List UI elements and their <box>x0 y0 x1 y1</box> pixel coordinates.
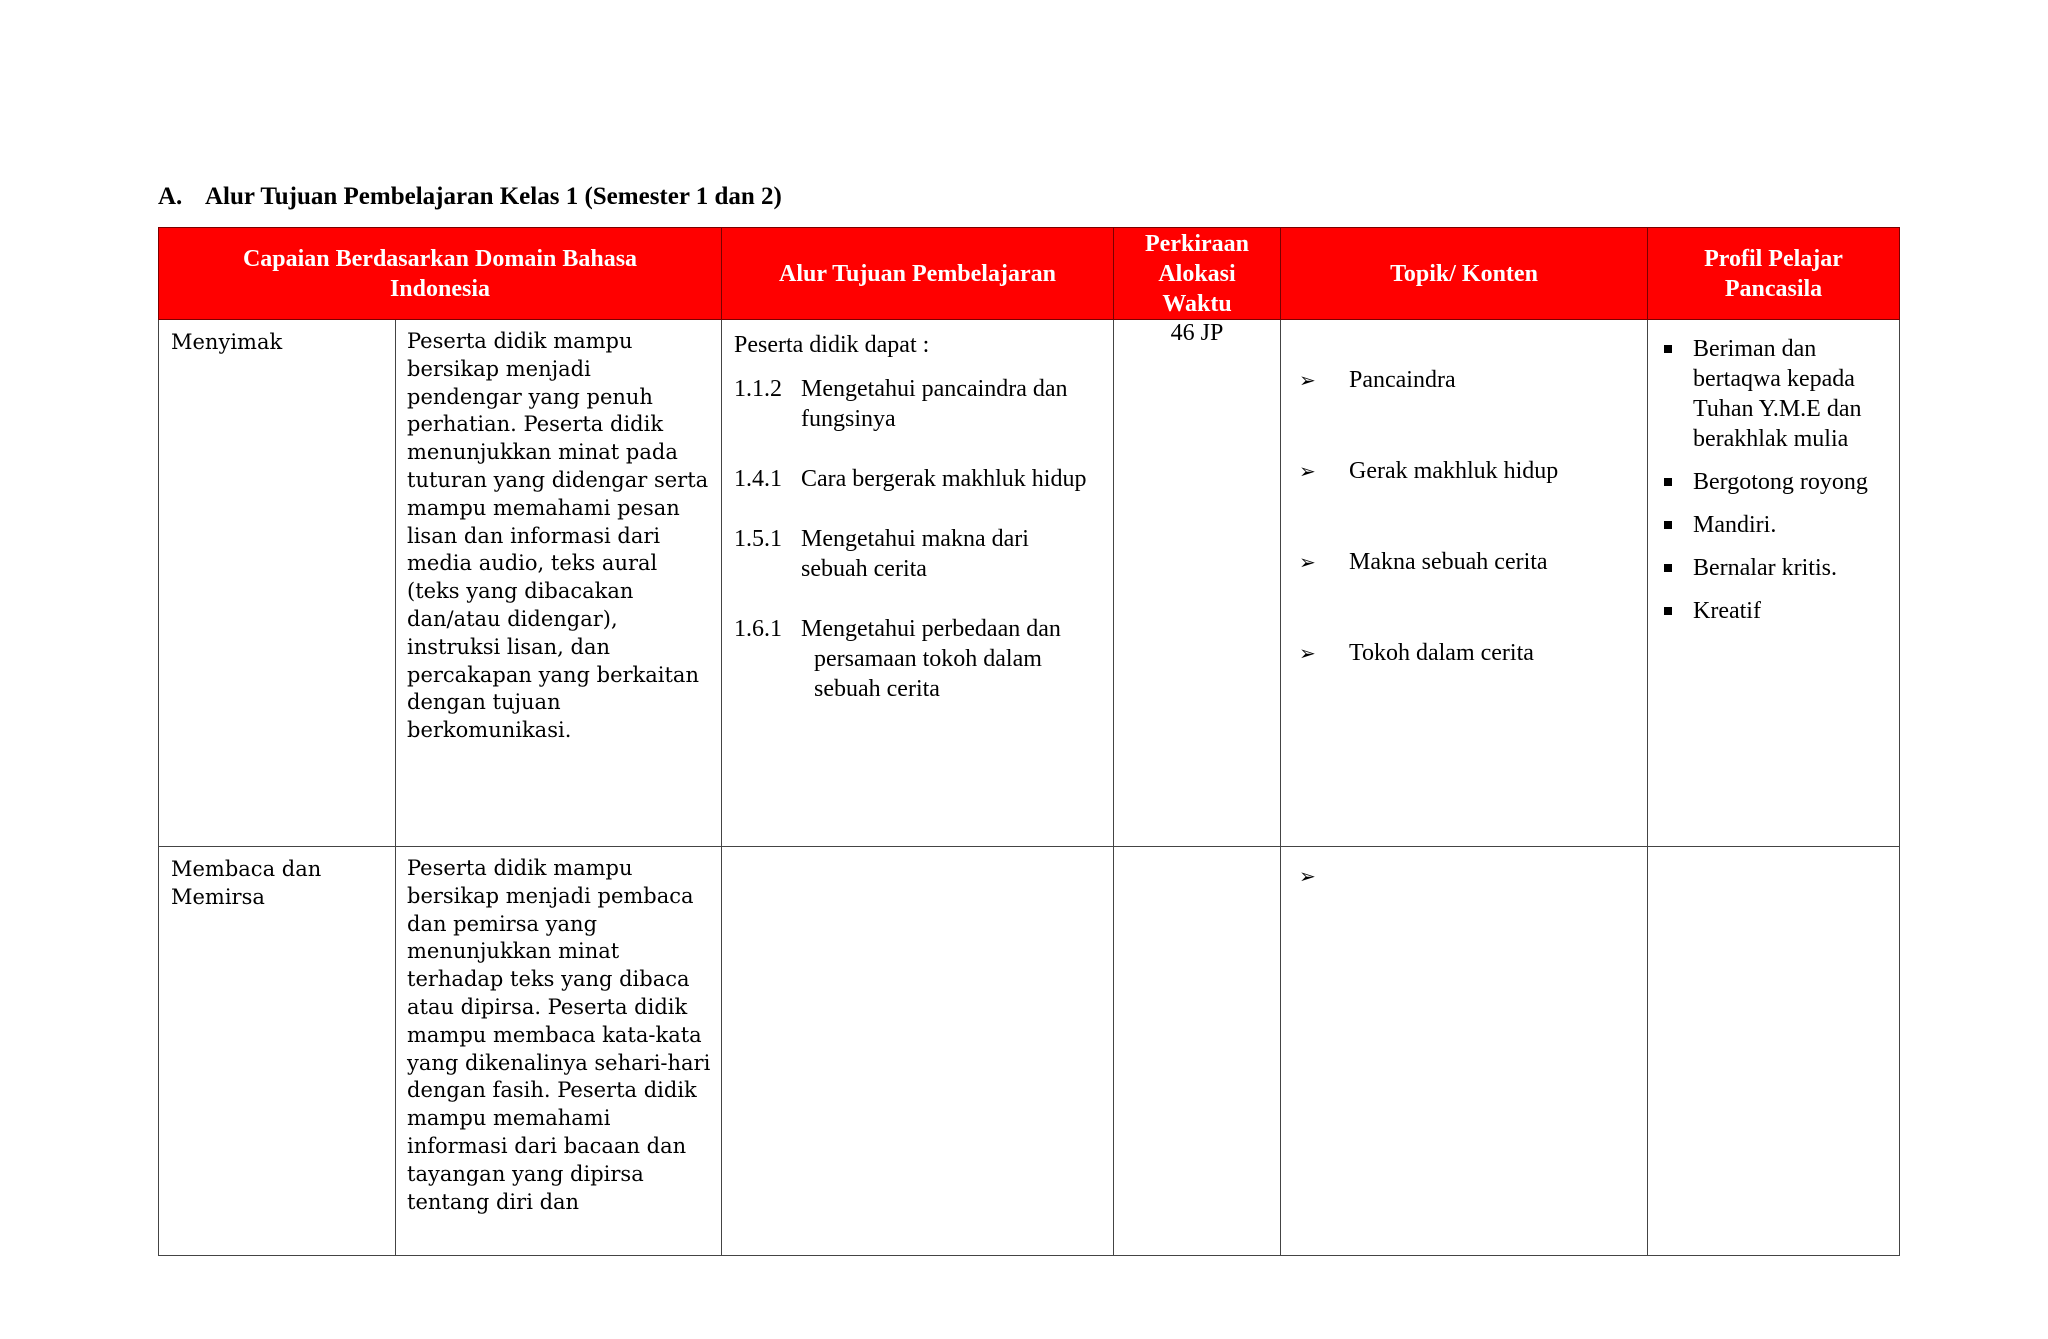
arrow-bullet-icon: ➢ <box>1299 641 1316 665</box>
section-letter: A. <box>158 183 183 210</box>
atp-table <box>158 227 1900 1256</box>
table-row <box>159 320 1900 847</box>
atp-item <box>734 524 1101 584</box>
list-item <box>1662 596 1889 626</box>
list-item <box>1662 467 1889 497</box>
atp-item-number: 1.4.1 <box>734 466 782 492</box>
atp-cell-empty <box>722 847 1114 1256</box>
profil-cell-empty <box>1648 847 1900 1256</box>
atp-item-text: Mengetahui makna dari sebuah cerita <box>801 526 1029 582</box>
alokasi-cell-empty <box>1114 847 1281 1256</box>
topik-text: Gerak makhluk hidup <box>1349 458 1559 484</box>
alokasi-cell: 46 JP <box>1114 320 1281 847</box>
list-item <box>1299 365 1639 456</box>
arrow-bullet-icon: ➢ <box>1299 550 1316 574</box>
topik-list <box>1299 365 1639 729</box>
list-item <box>1662 510 1889 540</box>
list-item <box>1299 456 1639 547</box>
profil-list <box>1662 334 1889 626</box>
profil-text: Beriman dan bertaqwa kepada Tuhan Y.M.E dan berakhlak mulia <box>1693 336 1862 452</box>
atp-item-number: 1.5.1 <box>734 526 782 552</box>
arrow-bullet-icon: ➢ <box>1299 368 1316 392</box>
header-topik: Topik/ Konten <box>1281 228 1648 320</box>
table-header-row <box>159 228 1900 320</box>
atp-item-text: Cara bergerak makhluk hidup <box>801 466 1087 492</box>
list-item <box>1662 553 1889 583</box>
atp-item-number: 1.6.1 <box>734 616 782 642</box>
atp-item <box>734 614 1101 704</box>
square-bullet-icon <box>1662 596 1693 626</box>
section-title <box>158 183 782 211</box>
profil-cell <box>1648 320 1900 847</box>
section-title-text: Alur Tujuan Pembelajaran Kelas 1 (Semester 1 dan 2) <box>205 183 782 210</box>
topik-text: Makna sebuah cerita <box>1349 549 1548 575</box>
atp-item-text: Mengetahui perbedaan dan persamaan tokoh dalam sebuah cerita <box>801 616 1061 702</box>
square-bullet-icon <box>1662 510 1693 540</box>
table-row <box>159 847 1900 1256</box>
topik-text: Pancaindra <box>1349 367 1456 393</box>
capaian-cell: Peserta didik mampu bersikap menjadi pendengar yang penuh perhatian. Peserta didik menunjukkan minat pada tuturan yang didengar serta mampu memahami pesan lisan dan informasi dari media audio, teks aural (teks yang dibacakan dan/atau didengar), instruksi lisan, dan percakapan yang berkaitan dengan tujuan berkomunikasi. <box>396 320 722 847</box>
square-bullet-icon <box>1662 334 1693 454</box>
capaian-cell: Peserta didik mampu bersikap menjadi pembaca dan pemirsa yang menunjukkan minat terhadap teks yang dibaca atau dipirsa. Peserta didik mampu membaca kata-kata yang dikenalinya sehari-hari dengan fasih. Peserta didik mampu memahami informasi dari bacaan dan tayangan yang dipirsa tentang diri dan <box>396 847 722 1256</box>
atp-item-text: Mengetahui pancaindra dan fungsinya <box>801 376 1068 432</box>
domain-cell: Menyimak <box>159 320 396 847</box>
profil-text: Kreatif <box>1693 598 1761 624</box>
square-bullet-icon <box>1662 467 1693 497</box>
arrow-bullet-icon: ➢ <box>1299 864 1316 888</box>
atp-item-number: 1.1.2 <box>734 376 782 402</box>
square-bullet-icon <box>1662 553 1693 583</box>
list-item <box>1299 547 1639 638</box>
profil-text: Bergotong royong <box>1693 469 1868 495</box>
header-profil: Profil Pelajar Pancasila <box>1648 228 1900 320</box>
arrow-bullet-icon: ➢ <box>1299 459 1316 483</box>
profil-text: Mandiri. <box>1693 512 1777 538</box>
header-capaian: Capaian Berdasarkan Domain Bahasa Indonesia <box>159 228 722 320</box>
atp-cell <box>722 320 1114 847</box>
profil-text: Bernalar kritis. <box>1693 555 1837 581</box>
domain-cell: Membaca dan Memirsa <box>159 847 396 1256</box>
atp-item <box>734 374 1101 434</box>
topik-text: Tokoh dalam cerita <box>1349 640 1534 666</box>
atp-item <box>734 464 1101 494</box>
topik-cell-empty <box>1281 847 1648 1256</box>
header-alokasi: Perkiraan Alokasi Waktu <box>1114 228 1281 320</box>
atp-intro: Peserta didik dapat : <box>734 332 930 358</box>
list-item <box>1662 334 1889 454</box>
header-atp: Alur Tujuan Pembelajaran <box>722 228 1114 320</box>
list-item <box>1299 638 1639 729</box>
topik-cell <box>1281 320 1648 847</box>
